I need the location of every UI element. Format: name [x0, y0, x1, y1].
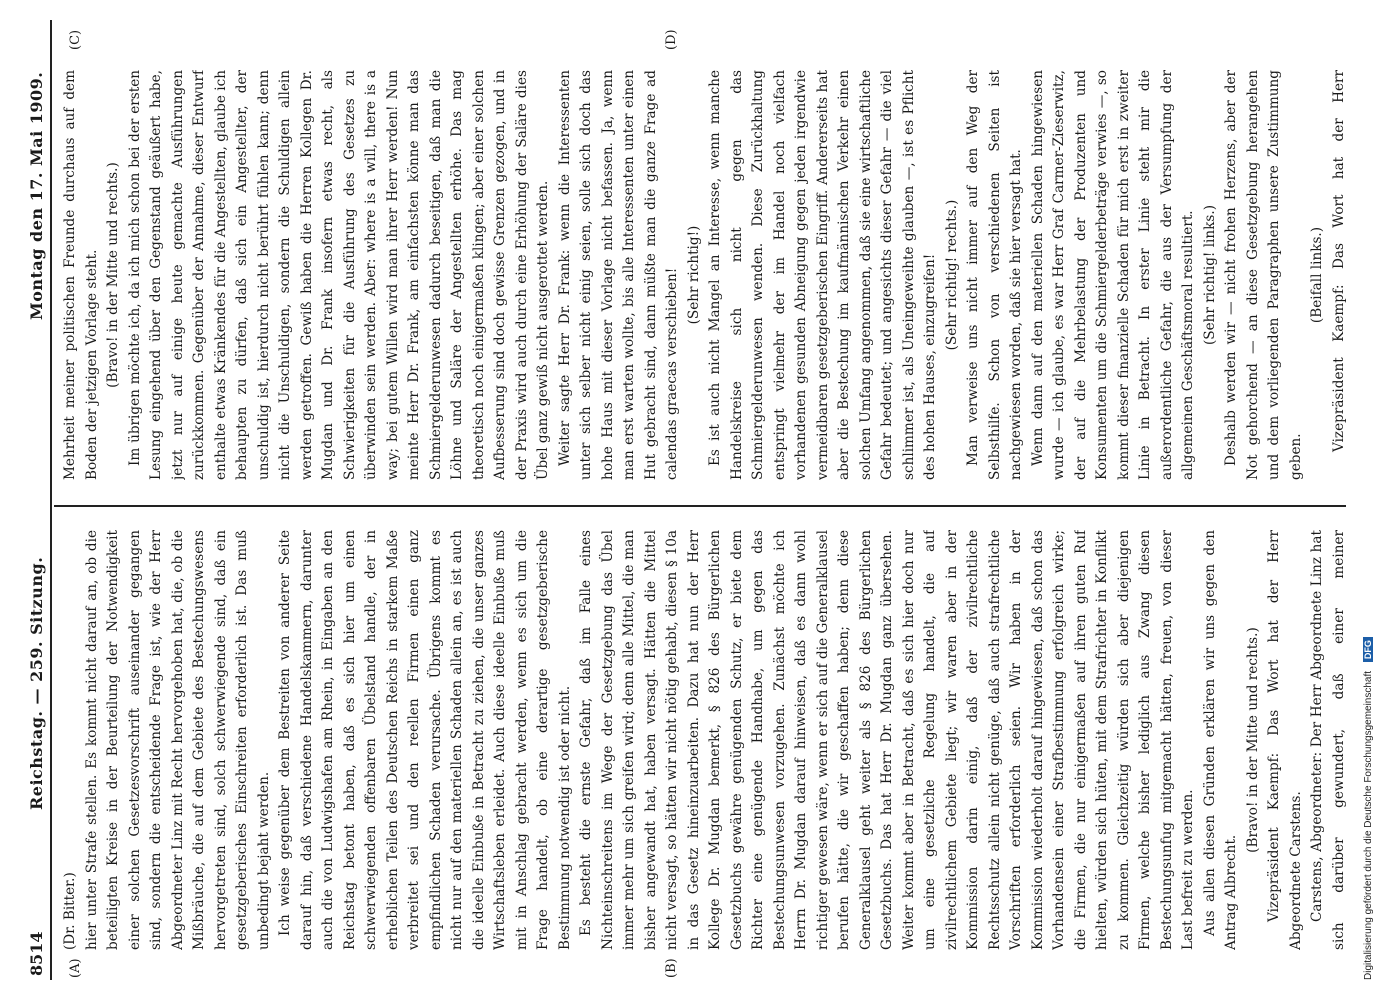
- footer-text: Digitalisierung gefördert durch die Deutsche Forschungsgemeinschaft: [1363, 670, 1374, 980]
- document-page: [24, 20, 1354, 980]
- margin-marker-c: (C): [68, 29, 83, 50]
- interjection: (Bravo! in der Mitte und rechts.): [105, 162, 121, 388]
- paragraph: Weiter sagte Herr Dr. Frank: wenn die Interessenten unter sich selber nicht einig seien, solle sich doch das hohe Haus mit dieser Vorlage nicht befassen. Ja, wenn man erst warten wollte, bis alle Interessenten unter einen Hut gebracht sind, dann müßte man die ganze Frage ad calendas graecas verschieben!: [556, 70, 680, 480]
- interjection: (Sehr richtig!): [685, 225, 702, 325]
- paragraph: Aus allen diesen Gründen erklären wir uns gegen den Antrag Albrecht.: [1201, 530, 1239, 950]
- session-title: Reichstag. — 259. Sitzung.: [27, 556, 46, 810]
- paragraph: Deshalb werden wir — nicht frohen Herzens, aber der Not gehorchend — an diese Gesetzgebung herangehen und dem vorliegenden Paragraphen unsere Zustimmung geben.: [1223, 70, 1304, 480]
- left-column: [60, 530, 1346, 950]
- column-divider: [54, 505, 1346, 507]
- paragraph: Im übrigen möchte ich, da ich mich schon bei der ersten Lesung eingehend über den Gegenstand geäußert habe, jetzt nur auf einige heute gemachte Ausführungen zurückkommen. Gegenüber der Annahme, dieser Entwurf enthalte etwas Kränkendes für die Angestellten, glaube ich behaupten zu dürfen, daß sich ein Angestellter, der unschuldig ist, hierdurch nicht berührt fühlen kann; denn nicht die Unschuldigen, sondern die Schuldigen allein werden getroffen. Gewiß haben die Herren Kollegen Dr. Mugdan und Dr. Frank insofern etwas recht, als Schwierigkeiten für die Ausführung des Gesetzes zu überwinden sein werden. Aber: where is a will, there is a way; bei gutem Willen wird man ihrer Herr werden! Nun meinte Herr Dr. Frank, am einfachsten könne man das Schmiergelderunwesen dadurch beseitigen, daß man die Löhne und Saläre der Angestellten erhöhe. Das mag theoretisch noch einigermaßen klingen; aber einer solchen Aufbesserung sind doch gewisse Grenzen gezogen, und in der Praxis wird auch durch eine Erhöhung der Saläre dies Übel ganz gewiß nicht ausgerottet werden.: [126, 70, 551, 480]
- paragraph: Ich weise gegenüber dem Bestreiten von anderer Seite darauf hin, daß verschiedene Handelskammern, darunter auch die von Ludwigshafen am Rhein, in Eingaben an den Reichstag betont haben, daß es sich hier um einen schwerwiegenden offenbaren Übelstand handle, der in erheblichen Teilen des Deutschen Reichs in starkem Maße verbreitet sei und den reellen Firmen einen ganz empfindlichen Schaden verursache. Übrigens kommt es nicht nur auf den materiellen Schaden allein an, es ist auch die ideelle Einbuße in Betracht zu ziehen, die unser ganzes Wirtschaftsleben erleidet. Auch diese ideelle Einbuße muß mit in Anschlag gebracht werden, wenn es sich um die Frage handelt, ob eine derartige gesetzgeberische Bestimmung notwendig ist oder nicht.: [277, 530, 573, 950]
- speaker-paragraph: Vizepräsident Kaempf: Das Wort hat der Herr Abgeordnete Carstens.: [1266, 530, 1304, 950]
- session-date: Montag den 17. Mai 1909.: [27, 71, 46, 320]
- margin-marker-a: (A): [68, 958, 83, 978]
- speaker-paragraph: Vizepräsident Kaempf: Das Wort hat der Herr: [1330, 70, 1346, 452]
- paragraph: Es ist auch nicht Mangel an Interesse, wenn manche Handelskreise sich nicht gegen das Schmiergelderunwesen wenden. Diese Zurückhaltung entspringt vielmehr der im Handel noch vielfach vorhandenen gesunden Abneigung gegen jeden irgendwie vermeidbaren gesetzgeberischen Eingriff. Andererseits hat aber die Bestechung im kaufmännischen Verkehr einen solchen Umfang angenommen, daß sie eine wirtschaftliche Gefahr bedeutet; und angesichts dieser Gefahr — die viel schlimmer ist, als Uneingeweihte glauben —, ist es Pflicht des hohen Hauses, einzugreifen!: [707, 70, 938, 480]
- speaker-paragraph: Carstens, Abgeordneter: Der Herr Abgeordnete Linz hat sich darüber gewundert, daß einer meiner: [1309, 530, 1346, 950]
- page-number: 8514: [27, 931, 46, 976]
- digitization-footer: [1363, 0, 1377, 980]
- right-column: [60, 70, 1346, 480]
- paragraph: hier unter Strafe stellen. Es kommt nicht darauf an, ob die beteiligten Kreise in der Beurteilung der Notwendigkeit einer solchen Gesetzesvorschrift auseinander gegangen sind, sondern die entscheidende Frage ist, wie der Herr Abgeordneter Linz mit Recht hervorgehoben hat, die, ob die Mißbräuche, die auf dem Gebiete des Bestechungswesens hervorgetreten sind, solch schwerwiegende sind, daß ein gesetzgeberisches Einschreiten erforderlich ist. Das muß unbedingt bejaht werden.: [83, 530, 272, 950]
- page-header: [24, 20, 52, 980]
- interjection: (Sehr richtig! links.): [1201, 204, 1218, 346]
- interjection: (Beifall links.): [1309, 226, 1325, 324]
- interjection: (Sehr richtig! rechts.): [943, 199, 960, 351]
- interjection: (Bravo! in der Mitte und rechts.): [1244, 627, 1261, 853]
- margin-marker-d: (D): [664, 29, 679, 50]
- paragraph: Mehrheit meiner politischen Freunde durchaus auf dem Boden der jetzigen Vorlage steht.: [62, 70, 100, 480]
- paragraph: Es besteht die ernste Gefahr, daß im Falle eines Nichteinschreitens im Wege der Gesetzgebung das Übel immer mehr um sich greifen wird; denn alle Mittel, die man bisher angewandt hat, haben versagt. Hätten die Mittel nicht versagt, so hätten wir nicht nötig gehabt, diesen § 10a in das Gesetz hineinzuarbeiten. Dazu hat nun der Herr Kollege Dr. Mugdan bemerkt, § 826 des Bürgerlichen Gesetzbuchs gewähre genügenden Schutz, er biete dem Richter eine genügende Handhabe, um gegen das Bestechungsunwesen vorzugehen. Zunächst möchte ich Herrn Dr. Mugdan darauf hinweisen, daß es dann wohl richtiger gewesen wäre, wenn er sich auf die Generalklausel berufen hätte, die wir geschaffen haben; denn diese Generalklausel geht weiter als § 826 des Bürgerlichen Gesetzbuchs. Das hat Herr Dr. Mugdan ganz übersehen. Weiter kommt aber in Betracht, daß es sich hier doch nur um eine gesetzliche Regelung handelt, die auf zivilrechtlichem Gebiete liegt; wir waren aber in der Kommission darin einig, daß der zivilrechtliche Rechtsschutz allein nicht genüge, daß auch strafrechtliche Vorschriften erforderlich seien. Wir haben in der Kommission wiederholt darauf hingewiesen, daß schon das Vorhandensein einer Strafbestimmung erfolgreich wirke; die Firmen, die nur einigermaßen auf ihren guten Ruf hielten, würden sich hüten, mit dem Strafrichter in Konflikt zu kommen. Gleichzeitig würden sich aber diejenigen Firmen, welche bisher lediglich aus Zwang diesen Bestechungsunfug mitgemacht hätten, freuen, von dieser Last befreit zu werden.: [578, 530, 1196, 950]
- paragraph: (Dr. Bitter.): [62, 872, 78, 950]
- dfg-logo: DFG: [1363, 637, 1373, 662]
- paragraph: Wenn dann auf den materiellen Schaden hingewiesen wurde — ich glaube, es war Herr Graf Carmer-Zieserwitz, der auf die Mehrbelastung der Produzenten und Konsumenten um die Schmiergelderbeträge verwies —, so kommt dieser finanzielle Schaden für mich erst in zweiter Linie in Betracht. In erster Linie steht mir die außerordentliche Gefahr, die aus der Versumpfung der allgemeinen Geschäftsmoral resultiert.: [1029, 70, 1196, 480]
- paragraph: Man verweise uns nicht immer auf den Weg der Selbsthilfe. Schon von verschiedenen Seiten ist nachgewiesen worden, daß sie hier versagt hat.: [965, 70, 1024, 480]
- margin-marker-b: (B): [664, 958, 679, 978]
